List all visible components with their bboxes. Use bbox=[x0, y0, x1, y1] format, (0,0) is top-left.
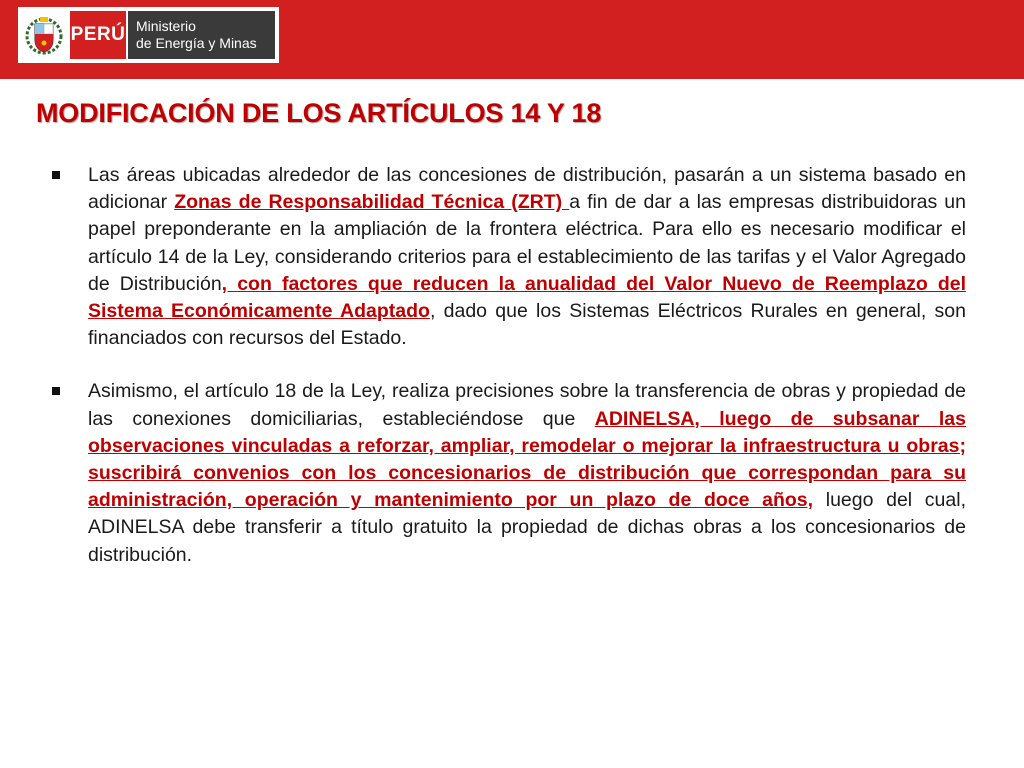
text-segment: Asimismo, el artículo 18 de la Ley, realiza precisiones sobre la transferencia de obras y propiedad de las conexiones domiciliarias, estableciéndose que bbox=[88, 380, 966, 430]
ministry-name bbox=[128, 11, 275, 59]
highlight-zrt: Zonas de Responsabilidad Técnica (ZRT) bbox=[174, 191, 570, 214]
ministry-line-1: Ministerio bbox=[136, 18, 196, 34]
text-segment: a fin de dar a las empresas distribuidoras un papel preponderante en la ampliación de la frontera eléctrica. Para ello es necesario modificar el artículo 14 de la Ley, considerando criterios para el establecimiento de las tarifas y el Valor Agregado de Distribución bbox=[88, 191, 966, 295]
slide-title: MODIFICACIÓN DE LOS ARTÍCULOS 14 Y 18 bbox=[36, 98, 602, 128]
ministry-logo bbox=[18, 7, 279, 63]
highlight-factores: , con factores que reducen la anualidad del Valor Nuevo de Reemplazo del Sistema Económicamente Adaptado bbox=[88, 272, 967, 323]
header-bar bbox=[0, 0, 1024, 79]
square-bullet-icon bbox=[52, 387, 60, 395]
text-segment: luego del cual, ADINELSA debe transferir a título gratuito la propiedad de dichas obras a los concesionarios de distribución. bbox=[88, 489, 966, 566]
ministry-line-2: de Energía y Minas bbox=[136, 35, 257, 51]
highlight-adinelsa: ADINELSA, luego de subsanar las observaciones vinculadas a reforzar, ampliar, remodelar o mejorar la infraestructura u obras; suscribirá convenios con los concesionarios de distribución que correspondan para su administración, operación y mantenimiento por un plazo de doce años, bbox=[88, 407, 966, 512]
peru-coat-of-arms-icon bbox=[18, 7, 70, 63]
country-label: PERÚ bbox=[70, 11, 126, 59]
text-segment: Las áreas ubicadas alrededor de las concesiones de distribución, pasarán a un sistema basado en adicionar bbox=[88, 164, 966, 214]
bullet-list bbox=[48, 162, 966, 569]
text-segment: , dado que los Sistemas Eléctricos Rurales en general, son financiados con recursos del Estado. bbox=[88, 300, 966, 350]
bullet-item-article-14 bbox=[48, 162, 966, 352]
square-bullet-icon bbox=[52, 171, 60, 179]
bullet-item-article-18 bbox=[48, 378, 966, 568]
